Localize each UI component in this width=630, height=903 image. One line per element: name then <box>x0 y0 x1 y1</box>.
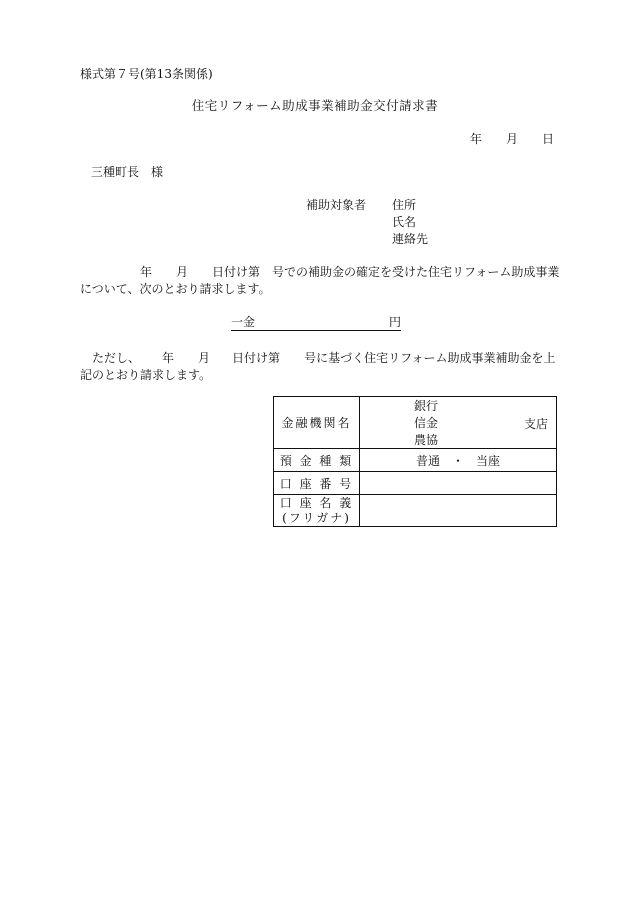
deposit-type-value: 普通 ・ 当座 <box>360 449 557 472</box>
account-name-field <box>360 495 557 527</box>
date-line <box>470 131 554 147</box>
p1-year: 年 <box>140 265 153 279</box>
institution-label: 金融機関名 <box>274 397 360 449</box>
p2-text: 号に基づく住宅リフォーム助成事業補助金を上記のとおり請求します。 <box>80 351 556 382</box>
form-number: 様式第７号(第13条関係) <box>80 67 213 81</box>
date-year: 年 <box>470 132 483 146</box>
applicant-contact-label: 連絡先 <box>392 232 429 246</box>
bank-account-table <box>273 396 557 527</box>
amount-line <box>231 314 401 331</box>
amount-unit: 円 <box>388 315 401 329</box>
applicant-address-label: 住所 <box>392 198 417 212</box>
applicant-fields <box>392 197 428 248</box>
p2-year: 年 <box>162 351 175 365</box>
account-name-label: 口 座 名 義 <box>279 495 354 510</box>
p1-month: 月 <box>176 265 189 279</box>
institution-cell <box>360 397 557 449</box>
account-number-label: 口 座 番 号 <box>274 472 360 495</box>
date-month: 月 <box>506 132 519 146</box>
option-nokyo: 農協 <box>414 433 439 447</box>
account-name-label-cell <box>274 495 360 527</box>
p2-month: 月 <box>198 351 211 365</box>
option-bank: 銀行 <box>414 399 439 413</box>
branch-label: 支店 <box>523 417 548 431</box>
amount-prefix: 一金 <box>231 315 256 329</box>
option-shinkin: 信金 <box>414 416 439 430</box>
request-paragraph-2 <box>80 350 560 384</box>
p2-lead: ただし、 <box>92 351 141 365</box>
applicant-label: 補助対象者 <box>306 198 367 212</box>
request-paragraph-1 <box>80 264 560 298</box>
account-number-field <box>360 472 557 495</box>
document-title: 住宅リフォーム助成事業補助金交付請求書 <box>191 98 439 113</box>
p1-text: 日付け第 号での補助金の確定を受けた住宅リフォーム助成事業について、次のとおり請求します。 <box>80 265 560 296</box>
applicant-name-label: 氏名 <box>392 215 417 229</box>
p2-mid: 日付け第 <box>232 351 281 365</box>
addressee: 三種町長 様 <box>91 165 164 179</box>
date-day: 日 <box>542 132 555 146</box>
account-name-kana-label: (フリガナ) <box>282 510 351 525</box>
deposit-type-label: 預 金 種 類 <box>274 449 360 472</box>
